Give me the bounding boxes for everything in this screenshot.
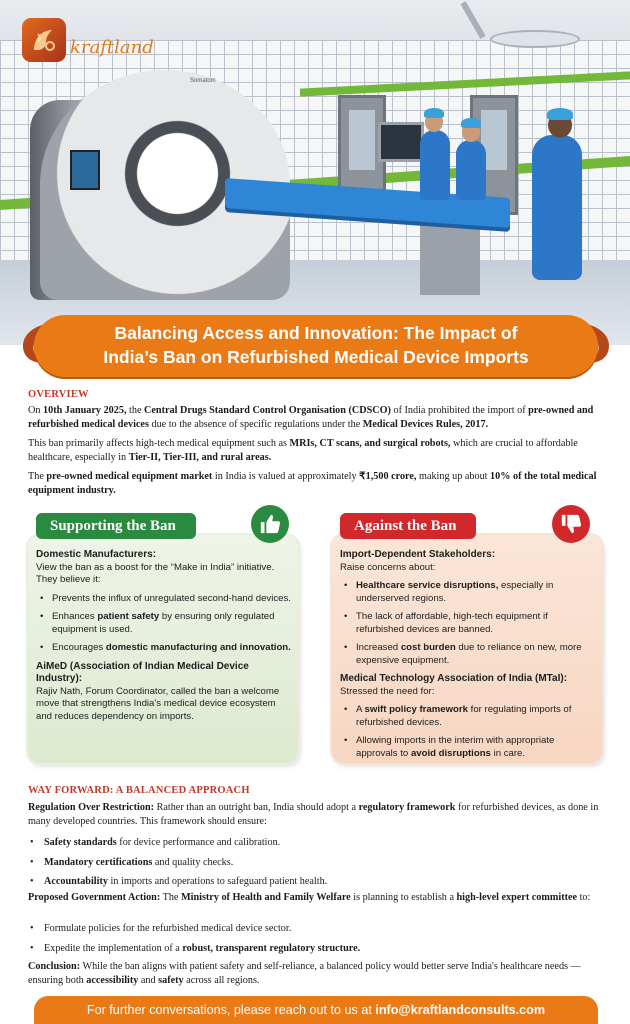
brand-logo[interactable] — [22, 18, 154, 62]
aimed-heading: AiMeD (Association of Indian Medical Device Industry): — [36, 660, 249, 684]
list-item: • Safety standards for device performance and calibration. — [28, 836, 606, 850]
staff-person-2 — [456, 140, 486, 200]
ensure-bullet-list — [28, 836, 606, 895]
thumbs-up-icon — [251, 505, 289, 543]
list-item: • Healthcare service disruptions, especially in underserved regions. — [340, 580, 598, 605]
import-dependent-text: Raise concerns about: — [340, 561, 436, 573]
list-item: • A swift policy framework for regulating imports of refurbished devices. — [340, 704, 598, 729]
staff-person-1 — [420, 130, 450, 200]
surgical-lamp — [490, 30, 580, 48]
ct-scanner-panel — [70, 150, 100, 190]
contact-email-link[interactable]: info@kraftlandconsults.com — [375, 1003, 546, 1017]
list-item: • The lack of affordable, high-tech equipment if refurbished devices are banned. — [340, 611, 598, 636]
list-item: • Mandatory certifications and quality checks. — [28, 856, 606, 870]
wall-monitor — [378, 122, 424, 162]
list-item: • Allowing imports in the interim with appropriate approvals to avoid disruptions in care. — [340, 735, 598, 760]
supporting-card — [28, 535, 298, 763]
staff-cap-1 — [424, 108, 444, 118]
import-dependent-heading: Import-Dependent Stakeholders: — [340, 549, 496, 560]
page-title — [34, 321, 598, 369]
overview-paragraph-2: This ban primarily affects high-tech medical equipment such as MRIs, CT scans, and surgical robots, which are crucial to affordable healthcare, especially in Tier-II, Tier-III, and rural areas. — [28, 438, 578, 463]
domestic-manufacturers-heading: Domestic Manufacturers: — [36, 549, 157, 560]
mtai-bullet-list — [340, 704, 598, 760]
aimed-text: Rajiv Nath, Forum Coordinator, called the ban a welcome move that strengthens India's medical device ecosystem and reduces dependency on imports. — [36, 685, 280, 722]
supporting-bullet-list — [36, 593, 294, 655]
regulation-paragraph: Regulation Over Restriction: Rather than an outright ban, India should adopt a regulatory framework for refurbished devices, as done in many developed countries. This framework should ensure: — [28, 802, 599, 827]
title-line-1: Balancing Access and Innovation: The Impact of — [114, 323, 518, 343]
supporting-content — [36, 549, 294, 723]
list-item: • Accountability in imports and operations to safeguard patient health. — [28, 875, 606, 889]
against-bullet-list — [340, 580, 598, 667]
staff-cap-3 — [547, 108, 573, 120]
list-item: • Expedite the implementation of a robust, transparent regulatory structure. — [28, 942, 606, 956]
thumbs-down-icon — [552, 505, 590, 543]
contact-footer — [34, 996, 598, 1024]
government-action-paragraph: Proposed Government Action: The Ministry of Health and Family Welfare is planning to establish a high-level expert committee to: — [28, 892, 591, 903]
against-card — [332, 535, 602, 763]
ct-scanner-label: Somatom — [190, 78, 216, 84]
list-item: • Enhances patient safety by ensuring only regulated equipment is used. — [36, 611, 294, 636]
staff-person-3 — [532, 135, 582, 280]
logo-text: kraftland — [70, 36, 154, 58]
title-banner — [34, 315, 598, 377]
staff-cap-2 — [461, 118, 481, 128]
list-item: • Increased cost burden due to reliance on new, more expensive equipment. — [340, 642, 598, 667]
title-line-2: India’s Ban on Refurbished Medical Device Imports — [103, 347, 529, 367]
conclusion-paragraph: Conclusion: While the ban aligns with patient safety and self-reliance, a balanced policy would better serve India's healthcare needs — ensuring both accessibility and safety across all regions. — [28, 961, 581, 986]
against-label: Against the Ban — [340, 513, 476, 539]
mtai-heading: Medical Technology Association of India (MTaI): — [340, 673, 568, 684]
list-item: • Encourages domestic manufacturing and innovation. — [36, 642, 294, 655]
overview-paragraph-3: The pre-owned medical equipment market in India is valued at approximately ₹1,500 crore, making up about 10% of the total medical equipment industry. — [28, 471, 597, 496]
supporting-label: Supporting the Ban — [36, 513, 196, 539]
list-item: • Prevents the influx of unregulated second-hand devices. — [36, 593, 294, 606]
government-bullet-list — [28, 922, 606, 961]
way-forward-heading: WAY FORWARD: A BALANCED APPROACH — [28, 785, 250, 796]
scanner-table-base — [420, 225, 480, 295]
logo-icon — [22, 18, 66, 62]
domestic-manufacturers-text: View the ban as a boost for the “Make in India” initiative. They believe it: — [36, 561, 275, 585]
against-content — [340, 549, 598, 766]
overview-heading: OVERVIEW — [28, 389, 89, 400]
overview-paragraph-1: On 10th January 2025, the Central Drugs Standard Control Organisation (CDSCO) of India prohibited the import of pre-owned and refurbished medical devices due to the absence of specific regulations under the Medical Devices Rules, 2017. — [28, 405, 594, 430]
mtai-text: Stressed the need for: — [340, 685, 435, 697]
list-item: • Formulate policies for the refurbished medical device sector. — [28, 922, 606, 936]
footer-text: For further conversations, please reach out to us at — [86, 1003, 376, 1017]
